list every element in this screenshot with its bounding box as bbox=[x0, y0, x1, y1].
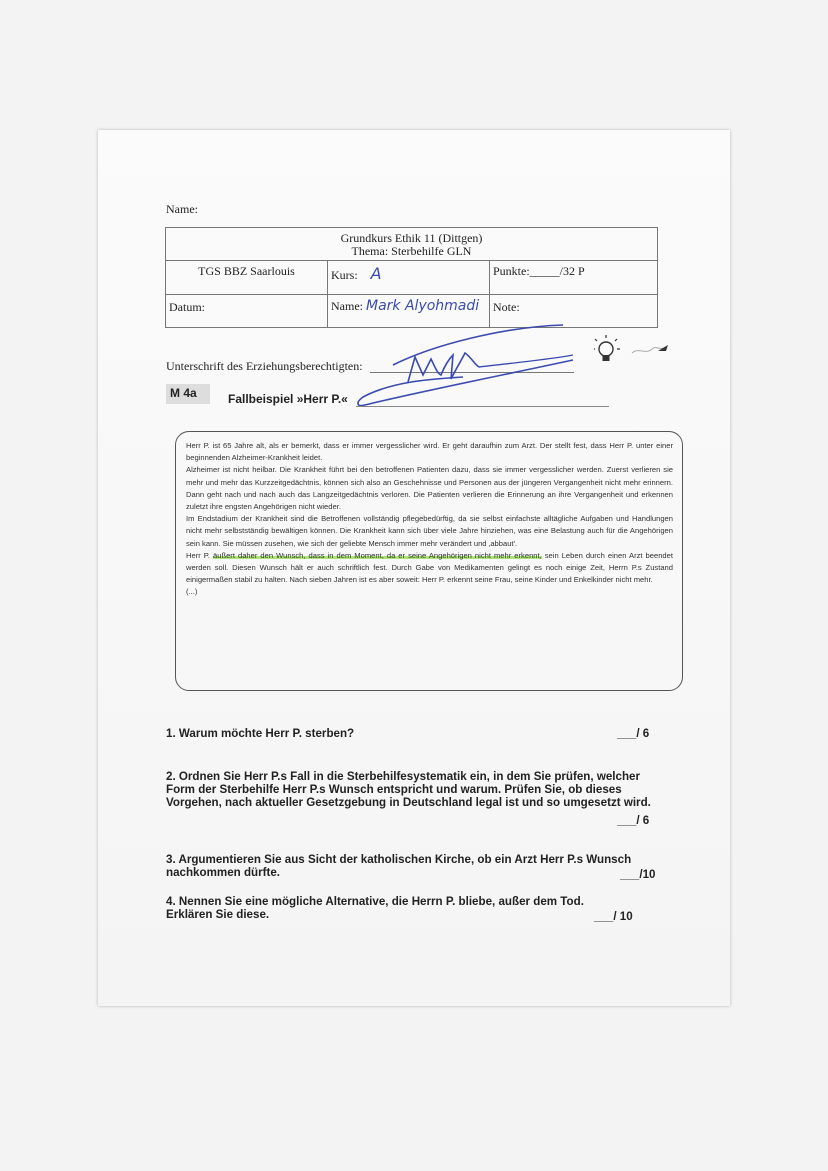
course-theme: Thema: Sterbehilfe GLN bbox=[351, 244, 472, 258]
header-table bbox=[165, 227, 658, 328]
case-paragraph-2: Alzheimer ist nicht heilbar. Die Krankheit führt bei den betroffenen Patienten dazu, dass sie immer vergesslicher werden. Zuerst verlieren sie mehr und mehr das Kurzzeitgedächtnis, können sich also an Geschehnisse und Personen aus der jüngeren Vergangenheit nicht mehr erinnern. Dann geht nach und nach auch das Langzeitgedächtnis verloren. Die Patienten verlieren die Erinnerung an ihre Vergangenheit und erkennen zuletzt ihre engsten Angehörigen nicht wieder. bbox=[186, 465, 673, 512]
question-4: 4. Nennen Sie eine mögliche Alternative, die Herrn P. bliebe, außer dem Tod. Erklären Sie diese. bbox=[166, 895, 584, 921]
case-p4-start: Herr P. bbox=[186, 550, 213, 560]
question-2-score: ___/ 6 bbox=[617, 814, 650, 827]
question-4-score: ___/ 10 bbox=[594, 910, 633, 923]
school-cell: TGS BBZ Saarlouis bbox=[166, 261, 328, 294]
highlighted-sentence: äußert daher den Wunsch, dass in dem Moment, da er seine Angehörigen nicht mehr erkennt, bbox=[213, 550, 542, 560]
case-paragraph-1: Herr P. ist 65 Jahre alt, als er bemerkt, dass er immer vergesslicher wird. Er geht daraufhin zum Arzt. Der stellt fest, dass Herr P. unter einer beginnenden Alzheimer-Krankheit leidet. bbox=[186, 441, 673, 463]
case-text-box bbox=[175, 431, 683, 691]
datum-cell: Datum: bbox=[166, 294, 328, 327]
name2-label: Name: bbox=[331, 298, 363, 313]
material-tag: M 4a bbox=[166, 384, 210, 404]
question-3-score: ___/10 bbox=[620, 868, 656, 881]
title-underline bbox=[356, 406, 609, 407]
question-1-score: ___/ 6 bbox=[617, 727, 650, 740]
question-2: 2. Ordnen Sie Herr P.s Fall in die Sterbehilfesystematik ein, in dem Sie prüfen, welcher Form der Sterbehilfe Herr P.s Wunsch entspricht und warum. Prüfen Sie, ob dieses Vorgehen, nach aktueller Gesetzgebung in Deutschland legal ist und so umgesetzt wird. bbox=[166, 770, 651, 809]
case-paragraph-4 bbox=[186, 550, 673, 587]
signature-label: Unterschrift des Erziehungsberechtigten: bbox=[166, 359, 363, 373]
kurs-cell bbox=[328, 261, 490, 294]
lightbulb-icon bbox=[594, 335, 670, 369]
course-title: Grundkurs Ethik 11 (Dittgen) bbox=[340, 231, 483, 245]
worksheet-paper bbox=[98, 130, 730, 1006]
case-p4-end: sein Leben durch einen Arzt beendet werden soll. Diesen Wunsch hält er auch schriftlich fest. Durch Gabe von Medikamenten gelingt es noch einige Zeit, Herrn P.s Zustand einigermaßen stabil zu halten. Nach sieben Jahren ist es aber soweit: Herr P. erkennt seine Frau, seine Kinder und Enkelkinder nicht mehr. bbox=[186, 550, 673, 585]
case-ellipsis: (...) bbox=[186, 587, 198, 597]
kurs-value: A bbox=[370, 264, 382, 284]
course-cell bbox=[166, 228, 658, 261]
points-cell: Punkte:_____/32 P bbox=[490, 261, 658, 294]
student-name: Mark Alyohmadi bbox=[366, 297, 480, 314]
name-label: Name: bbox=[166, 202, 198, 216]
note-cell: Note: bbox=[490, 294, 658, 327]
signature-scribble bbox=[353, 315, 578, 415]
case-paragraph-3: Im Endstadium der Krankheit sind die Betroffenen vollständig pflegebedürftig, da sie selbst einfachste alltägliche Aufgaben und Handlungen nicht mehr selbstständig bewältigen können. Die Krankheit kann sich über viele Jahre hinziehen, was eine Belastung auch für die Angehörigen sein kann. Sie müssen zusehen, wie sich der geliebte Mensch immer mehr verändert und ‚abbaut'. bbox=[186, 514, 673, 548]
case-title: Fallbeispiel »Herr P.« bbox=[228, 392, 348, 406]
question-1: 1. Warum möchte Herr P. sterben? bbox=[166, 727, 355, 740]
question-3: 3. Argumentieren Sie aus Sicht der katholischen Kirche, ob ein Arzt Herr P.s Wunsch nachkommen dürfte. bbox=[166, 853, 632, 879]
kurs-label: Kurs: bbox=[331, 268, 358, 283]
